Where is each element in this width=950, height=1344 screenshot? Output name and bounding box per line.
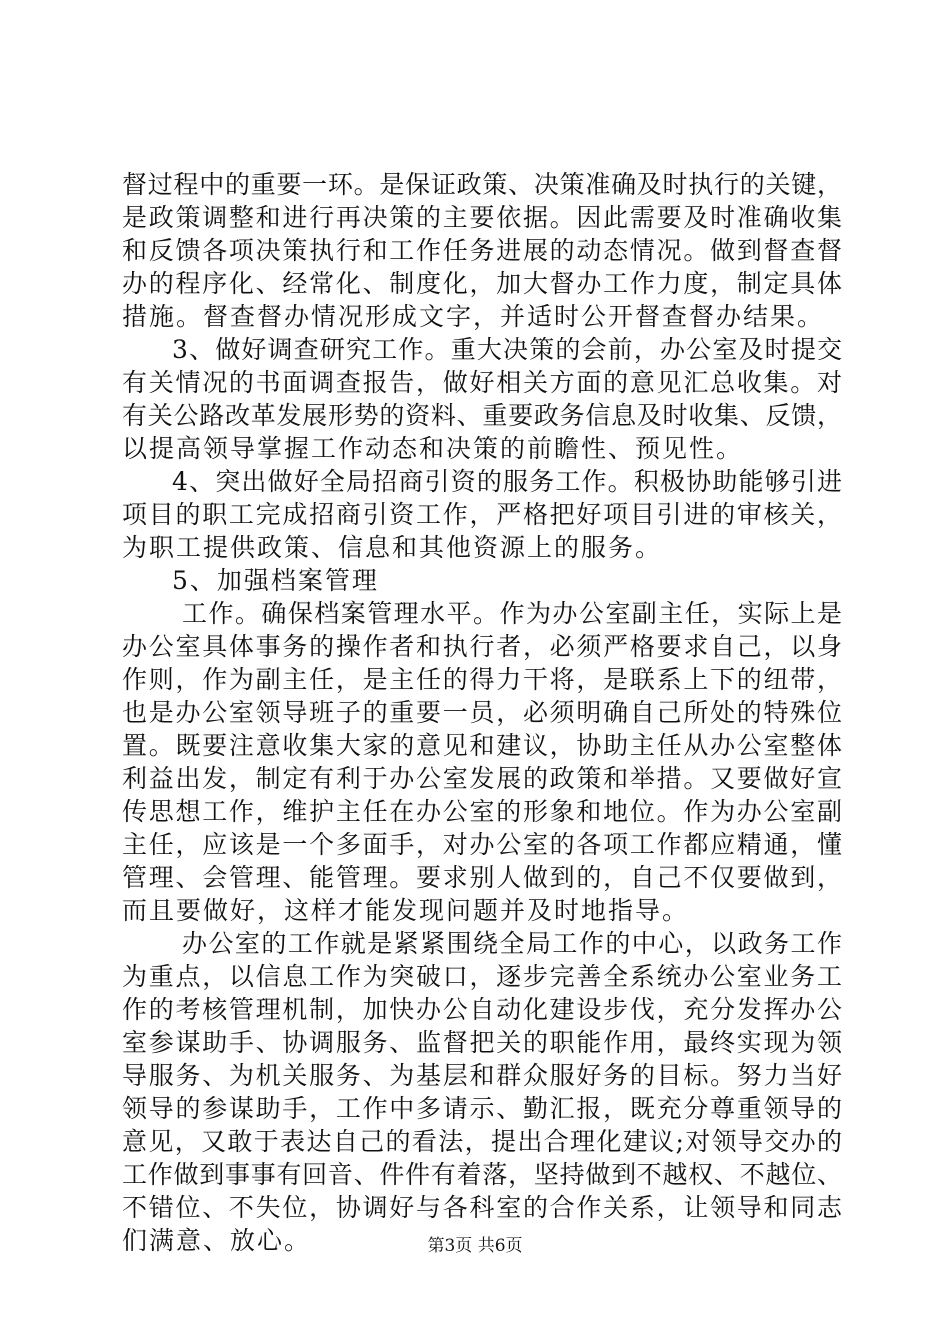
text-line: 是政策调整和进行再决策的主要依据。因此需要及时准确收集 bbox=[122, 203, 842, 232]
text-line: 意见，又敢于表达自己的看法，提出合理化建议;对领导交办的 bbox=[122, 1127, 842, 1156]
text-line: 室参谋助手、协调服务、监督把关的职能作用，最终实现为领 bbox=[122, 1028, 842, 1057]
text-line: 3、做好调查研究工作。重大决策的会前，办公室及时提交 bbox=[172, 335, 842, 364]
text-line: 办公室具体事务的操作者和执行者，必须严格要求自己，以身 bbox=[122, 632, 842, 661]
text-line: 有关情况的书面调查报告，做好相关方面的意见汇总收集。对 bbox=[122, 368, 842, 397]
text-line: 工作做到事事有回音、件件有着落，坚持做到不越权、不越位、 bbox=[122, 1160, 842, 1189]
text-line: 作的考核管理机制，加快办公自动化建设步伐，充分发挥办公 bbox=[122, 995, 842, 1024]
text-line: 管理、会管理、能管理。要求别人做到的，自己不仅要做到， bbox=[122, 863, 842, 892]
text-line: 为重点，以信息工作为突破口，逐步完善全系统办公室业务工 bbox=[122, 962, 842, 991]
text-line: 督过程中的重要一环。是保证政策、决策准确及时执行的关键， bbox=[122, 170, 842, 199]
text-line: 导服务、为机关服务、为基层和群众服好务的目标。努力当好 bbox=[122, 1061, 842, 1090]
text-line: 办公室的工作就是紧紧围绕全局工作的中心，以政务工作 bbox=[182, 929, 842, 958]
text-line: 利益出发，制定有利于办公室发展的政策和举措。又要做好宣 bbox=[122, 764, 842, 793]
text-line: 有关公路改革发展形势的资料、重要政务信息及时收集、反馈， bbox=[122, 401, 842, 430]
text-line: 和反馈各项决策执行和工作任务进展的动态情况。做到督查督 bbox=[122, 236, 842, 265]
text-line: 领导的参谋助手，工作中多请示、勤汇报，既充分尊重领导的 bbox=[122, 1094, 842, 1123]
text-line: 作则，作为副主任，是主任的得力干将，是联系上下的纽带， bbox=[122, 665, 842, 694]
text-line: 4、突出做好全局招商引资的服务工作。积极协助能够引进 bbox=[172, 467, 842, 496]
text-line: 工作。确保档案管理水平。作为办公室副主任，实际上是 bbox=[182, 599, 842, 628]
text-line: 们满意、放心。 bbox=[122, 1226, 312, 1255]
text-line: 主任，应该是一个多面手，对办公室的各项工作都应精通，懂 bbox=[122, 830, 842, 859]
text-line: 不错位、不失位，协调好与各科室的合作关系，让领导和同志 bbox=[122, 1193, 842, 1222]
text-line: 以提高领导掌握工作动态和决策的前瞻性、预见性。 bbox=[122, 434, 744, 463]
document-body bbox=[122, 168, 842, 1257]
text-line: 5、加强档案管理 bbox=[172, 566, 379, 595]
page-number-footer: 第3页 共6页 bbox=[427, 1236, 523, 1256]
text-line: 为职工提供政策、信息和其他资源上的服务。 bbox=[122, 533, 663, 562]
text-line: 办的程序化、经常化、制度化，加大督办工作力度，制定具体 bbox=[122, 269, 842, 298]
text-line: 也是办公室领导班子的重要一员，必须明确自己所处的特殊位 bbox=[122, 698, 842, 727]
text-line: 项目的职工完成招商引资工作，严格把好项目引进的审核关， bbox=[122, 500, 842, 529]
text-line: 而且要做好，这样才能发现问题并及时地指导。 bbox=[122, 896, 690, 925]
text-line: 置。既要注意收集大家的意见和建议，协助主任从办公室整体 bbox=[122, 731, 842, 760]
text-line: 措施。督查督办情况形成文字，并适时公开督查督办结果。 bbox=[122, 302, 825, 331]
text-line: 传思想工作，维护主任在办公室的形象和地位。作为办公室副 bbox=[122, 797, 842, 826]
